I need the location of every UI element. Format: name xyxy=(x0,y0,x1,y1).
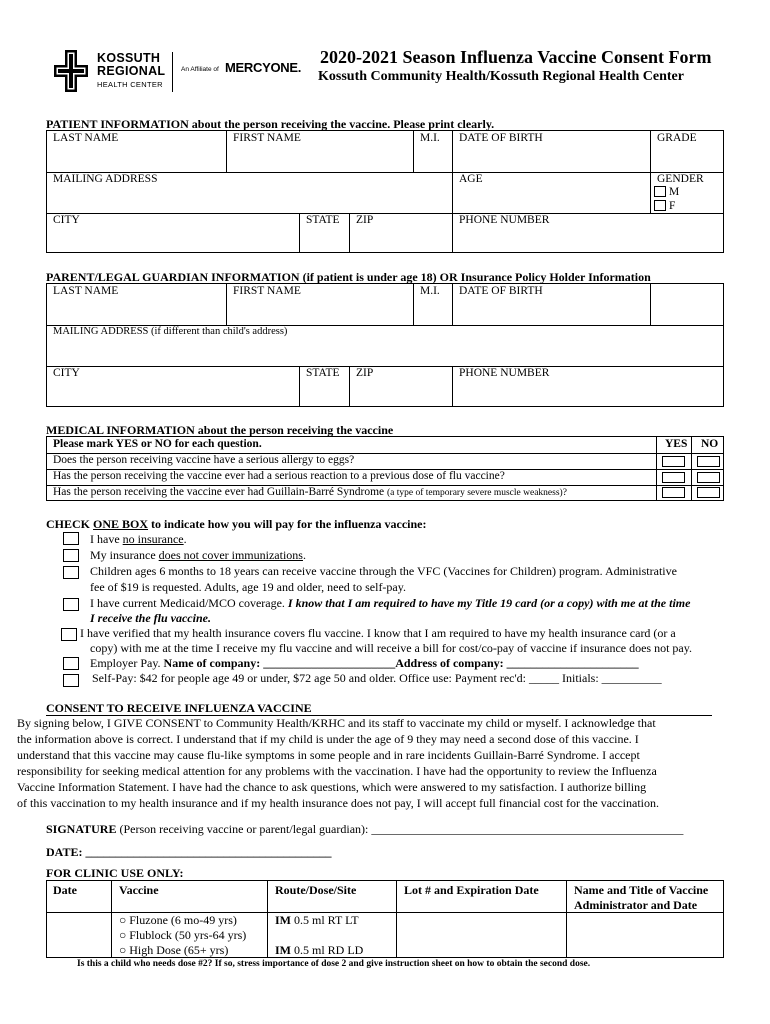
clinic-vaccine-options xyxy=(113,912,252,959)
patient-age-field[interactable]: AGE xyxy=(459,173,483,185)
payment-option-vfc-line2: fee of $19 is requested. Adults, age 19 and older, need to self-pay. xyxy=(90,580,406,594)
guardian-phone-field[interactable]: PHONE NUMBER xyxy=(459,367,550,379)
payment-section-heading: CHECK ONE BOX to indicate how you will pay for the influenza vaccine: xyxy=(46,517,427,531)
guardian-city-field[interactable]: CITY xyxy=(53,367,80,379)
clinic-col-administrator: Name and Title of Vaccine Administrator and Date xyxy=(574,883,709,912)
clinic-col-lot: Lot # and Expiration Date xyxy=(404,883,539,897)
payment-option-vfc-line1: Children ages 6 months to 18 years can receive vaccine through the VFC (Vaccines for Children) program. Administrative xyxy=(90,564,677,578)
patient-grade-field[interactable]: GRADE xyxy=(657,132,697,144)
vaccine-option-flublock[interactable]: ○ Flublock (50 yrs-64 yrs) xyxy=(119,928,247,942)
medical-question-2: Has the person receiving the vaccine ever had a serious reaction to a previous dose of flu vaccine? xyxy=(53,470,505,482)
vaccine-option-fluzone[interactable]: ○ Fluzone (6 mo-49 yrs) xyxy=(119,913,237,927)
mercyone-logo: MERCYONE. xyxy=(225,60,302,75)
guardian-mailing-field[interactable]: MAILING ADDRESS (if different than child's address) xyxy=(53,326,288,337)
payment-option-no-insurance: I have no insurance. xyxy=(90,532,187,546)
guardian-info-table xyxy=(46,283,724,407)
gender-f-label: F xyxy=(669,200,676,212)
consent-text-line5: Vaccine Information Statement. I have had the chance to ask questions, which were answered to my satisfaction. I authorize billing xyxy=(17,780,647,794)
guardian-last-name-field[interactable]: LAST NAME xyxy=(53,285,119,297)
patient-mi-field[interactable]: M.I. xyxy=(420,132,440,144)
payment-option-insurance-line2: copy) with me at the time I receive my flu vaccine and will receive a bill for cost/co-pay of vaccine if insurance does not pay. xyxy=(90,641,692,655)
payment-self-pay-checkbox[interactable] xyxy=(63,674,79,687)
clinic-use-table xyxy=(46,880,724,958)
kossuth-logo-icon xyxy=(54,50,88,92)
payment-option-employer: Employer Pay. Name of company: ______________________Address of company: ______________________ xyxy=(90,656,639,670)
consent-text-line4: responsibility for seeking medical attention for any problems with the vaccination. I have had the opportunity to review the Influenza xyxy=(17,764,657,778)
payment-option-insurance-line1: I have verified that my health insurance covers flu vaccine. I know that I am required to have my health insurance card (or a xyxy=(80,626,676,640)
consent-text-line3: understand that this vaccine may cause flu-like symptoms in some people and in rare incidents Guillain-Barré Syndrome. I accept xyxy=(17,748,640,762)
patient-last-name-field[interactable]: LAST NAME xyxy=(53,132,119,144)
logo-subtext: HEALTH CENTER xyxy=(97,80,163,89)
medical-section-heading: MEDICAL INFORMATION about the person receiving the vaccine xyxy=(46,423,394,437)
clinic-col-date: Date xyxy=(53,883,77,897)
vaccine-option-high-dose[interactable]: ○ High Dose (65+ yrs) xyxy=(119,943,229,957)
patient-gender-label: GENDER xyxy=(657,173,704,185)
consent-text-line6: of this vaccination to my health insurance and if my health insurance does not pay, I will accept full financial cost for the vaccination. xyxy=(17,796,660,810)
payment-option-self-pay: Self-Pay: $42 for people age 49 or under, $72 age 50 and older. Office use: Payment rec'd: _____ Initials: __________ xyxy=(92,671,662,685)
clinic-route-row1: IM 0.5 ml RT LT xyxy=(275,913,359,927)
patient-info-table xyxy=(46,130,724,253)
guardian-first-name-field[interactable]: FIRST NAME xyxy=(233,285,301,297)
payment-no-insurance-checkbox[interactable] xyxy=(63,532,79,545)
q2-yes-checkbox[interactable] xyxy=(662,472,685,483)
consent-text-line1: By signing below, I GIVE CONSENT to Community Health/KRHC and its staff to vaccinate my child or myself. I acknowledge that xyxy=(17,716,656,730)
affiliate-text: An Affiliate of xyxy=(181,66,219,73)
yes-column-header: YES xyxy=(665,438,688,450)
gender-m-label: M xyxy=(669,186,680,198)
payment-vfc-checkbox[interactable] xyxy=(63,566,79,579)
payment-medicaid-checkbox[interactable] xyxy=(63,598,79,611)
q3-no-checkbox[interactable] xyxy=(697,487,720,498)
medical-question-3: Has the person receiving the vaccine ever had Guillain-Barré Syndrome (a type of temporary severe muscle weakness)? xyxy=(53,486,567,498)
payment-employer-checkbox[interactable] xyxy=(63,657,79,670)
payment-option-medicaid-line2: I receive the flu vaccine. xyxy=(90,611,211,625)
medical-questions-table xyxy=(46,436,724,501)
clinic-route-row3: IM 0.5 ml RD LD xyxy=(275,943,364,957)
medical-question-1: Does the person receiving vaccine have a serious allergy to eggs? xyxy=(53,454,355,466)
patient-zip-field[interactable]: ZIP xyxy=(356,214,374,226)
logo-text: KOSSUTH REGIONAL xyxy=(97,51,166,78)
guardian-zip-field[interactable]: ZIP xyxy=(356,367,374,379)
signature-field[interactable]: SIGNATURE (Person receiving vaccine or parent/legal guardian): ____________________________________________________ xyxy=(46,822,684,836)
date-field[interactable]: DATE: _________________________________________ xyxy=(46,845,332,859)
form-title: 2020-2021 Season Influenza Vaccine Consent Form xyxy=(320,47,712,67)
guardian-section-heading: PARENT/LEGAL GUARDIAN INFORMATION (if patient is under age 18) OR Insurance Policy Holder Information xyxy=(46,270,651,284)
patient-section-heading: PATIENT INFORMATION about the person receiving the vaccine. Please print clearly. xyxy=(46,117,495,131)
guardian-mi-field[interactable]: M.I. xyxy=(420,285,440,297)
payment-option-not-covered: My insurance does not cover immunizations. xyxy=(90,548,306,562)
clinic-col-vaccine: Vaccine xyxy=(119,883,159,897)
q1-no-checkbox[interactable] xyxy=(697,456,720,467)
clinic-use-heading: FOR CLINIC USE ONLY: xyxy=(46,866,184,880)
patient-mailing-field[interactable]: MAILING ADDRESS xyxy=(53,173,158,185)
guardian-state-field[interactable]: STATE xyxy=(306,367,340,379)
patient-city-field[interactable]: CITY xyxy=(53,214,80,226)
logo-divider xyxy=(172,52,173,92)
patient-state-field[interactable]: STATE xyxy=(306,214,340,226)
patient-first-name-field[interactable]: FIRST NAME xyxy=(233,132,301,144)
consent-heading: CONSENT TO RECEIVE INFLUENZA VACCINE xyxy=(46,701,312,715)
q2-no-checkbox[interactable] xyxy=(697,472,720,483)
clinic-col-route: Route/Dose/Site xyxy=(275,883,357,897)
patient-dob-field[interactable]: DATE OF BIRTH xyxy=(459,132,543,144)
clinic-footer-note: Is this a child who needs dose #2? If so, stress importance of dose 2 and give instruction sheet on how to obtain the second dose. xyxy=(77,959,591,969)
payment-option-medicaid-line1: I have current Medicaid/MCO coverage. I know that I am required to have my Title 19 card (or a copy) with me at the time xyxy=(90,596,691,610)
medical-instruction: Please mark YES or NO for each question. xyxy=(53,438,262,450)
q3-yes-checkbox[interactable] xyxy=(662,487,685,498)
payment-insurance-verified-checkbox[interactable] xyxy=(61,628,77,641)
no-column-header: NO xyxy=(701,438,719,450)
payment-not-covered-checkbox[interactable] xyxy=(63,549,79,562)
q1-yes-checkbox[interactable] xyxy=(662,456,685,467)
patient-phone-field[interactable]: PHONE NUMBER xyxy=(459,214,550,226)
guardian-dob-field[interactable]: DATE OF BIRTH xyxy=(459,285,543,297)
form-subtitle: Kossuth Community Health/Kossuth Regional Health Center xyxy=(318,69,684,84)
consent-text-line2: the information above is correct. I understand that if my child is under the age of 9 they may need a second dose of this vaccine. I xyxy=(17,732,639,746)
